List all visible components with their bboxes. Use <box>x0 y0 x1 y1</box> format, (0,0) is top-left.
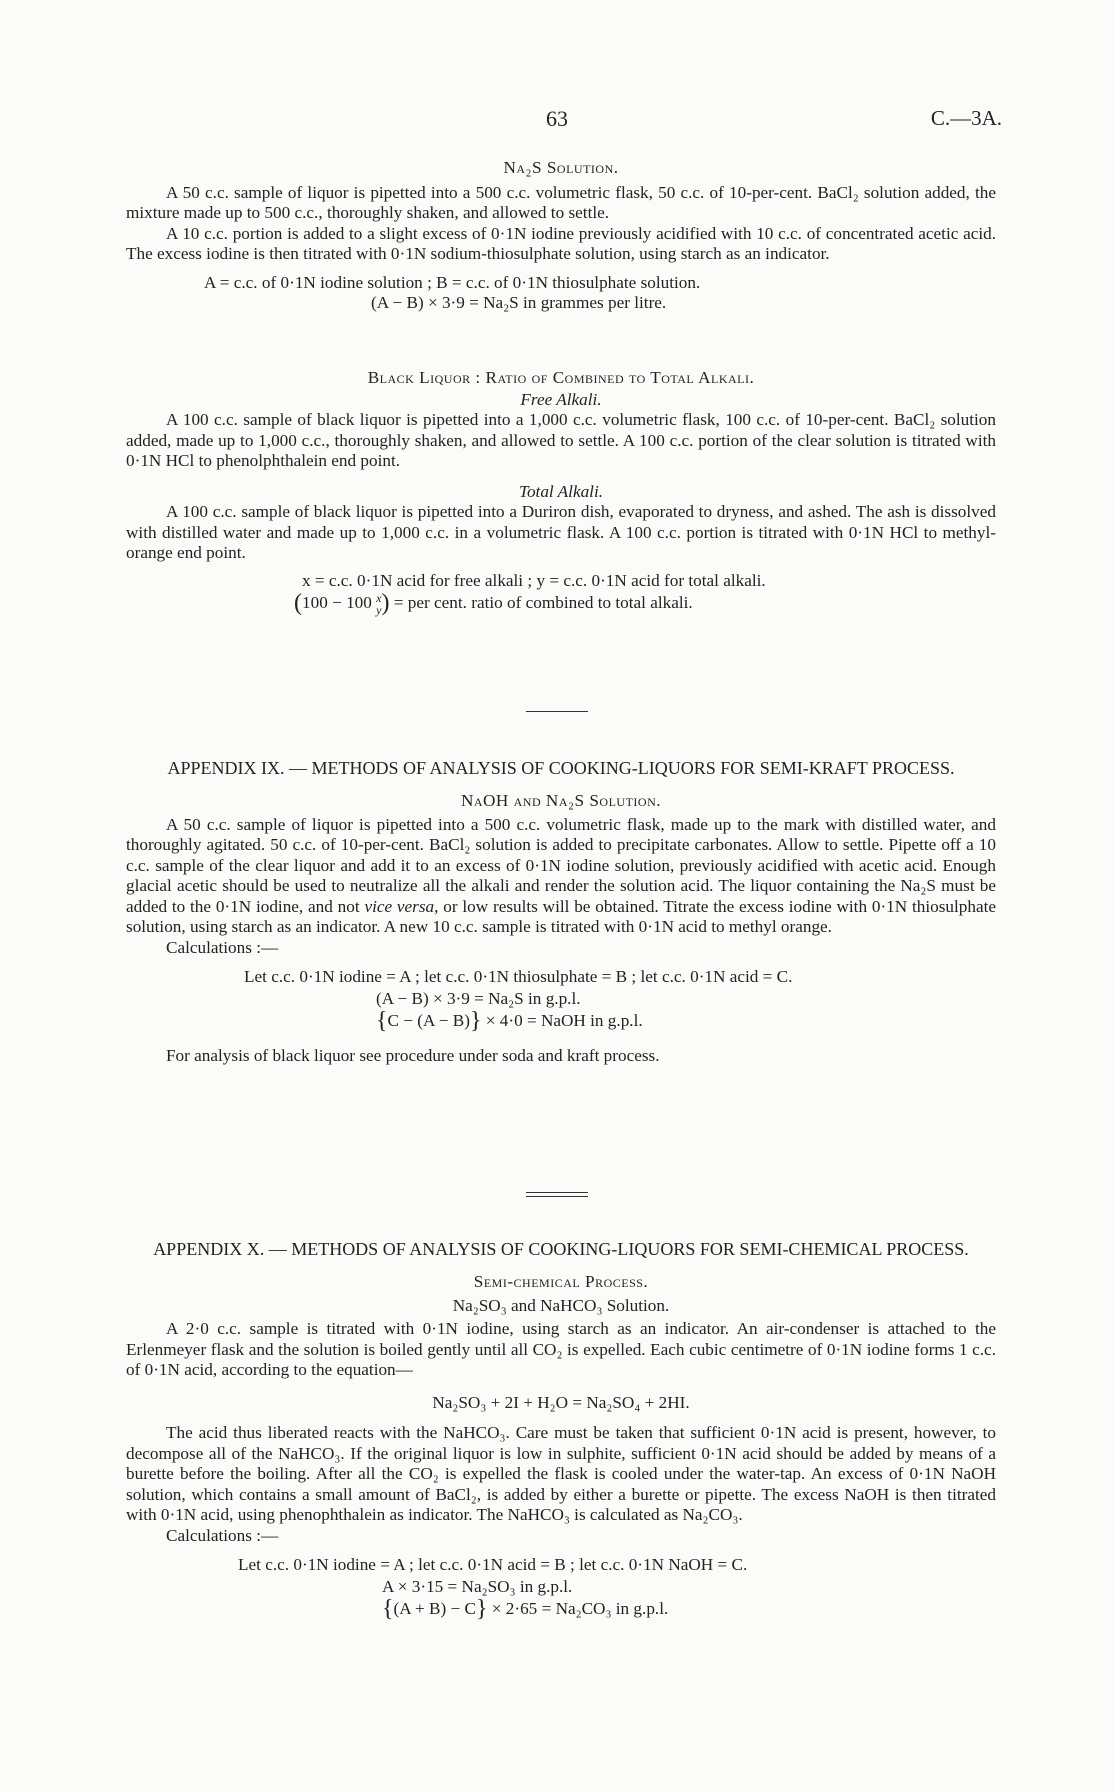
paragraph: A 50 c.c. sample of liquor is pipetted into a 500 c.c. volumetric flask, 50 c.c. of 10-per-cent. BaCl₂ solution added, the mixture made up to 500 c.c., thoroughly shaken, and allowed to settle. <box>126 182 996 222</box>
section-black-liquor <box>126 368 996 616</box>
fraction-denominator: y <box>376 602 382 617</box>
appendix-heading: APPENDIX X. — METHODS OF ANALYSIS OF COOKING-LIQUORS FOR SEMI-CHEMICAL PROCESS. <box>153 1239 969 1259</box>
section-title: NaOH and Na₂S Solution. <box>460 791 662 810</box>
divider-rule <box>0 711 1114 712</box>
text-span: A 50 c.c. sample of liquor is pipetted into a 500 c.c. volumetric flask, made up to the mark with distilled water, and thoroughly agitated. 50 c.c. of 10-per-cent. BaCl₂ solution is added to precipitate carbonates. Allow to settle. Pipette off a 10 c.c. sample of the clear liquor and add it to an excess of 0·1N iodine solution, previously acidified with acetic acid. Enough glacial acetic should be used to neutralize all the alkali and render the solution acid. The liquor containing the Na₂S must be added to the 0·1N iodine, and not <box>126 814 996 916</box>
paragraph: A 100 c.c. sample of black liquor is pipetted into a Duriron dish, evaporated to dryness, and ashed. The ash is dissolved with distilled water and made up to 1,000 c.c. in a volumetric flask. A 100 c.c. portion is titrated with 0·1N HCl to methyl-orange end point. <box>126 502 996 562</box>
formula-line: {(A + B) − C} × 2·65 = Na₂CO₃ in g.p.l. <box>382 1596 669 1622</box>
formula-line: (A − B) × 3·9 = Na₂S in grammes per litre. <box>371 293 667 312</box>
section-title: Black Liquor : Ratio of Combined to Total Alkali. <box>367 368 755 387</box>
paragraph: A 10 c.c. portion is added to a slight excess of 0·1N iodine previously acidified with 10 c.c. of concentrated acetic acid. The excess iodine is then titrated with 0·1N sodium-thiosulphate solution, using starch as an indicator. <box>126 223 996 263</box>
formula-line: (100 − 100 x y ) = per cent. ratio of combined to total alkali. <box>294 589 693 617</box>
appendix-x <box>126 1239 996 1620</box>
paragraph: For analysis of black liquor see procedure under soda and kraft process. <box>166 1046 660 1065</box>
subsection-title: Free Alkali. <box>520 389 602 409</box>
paragraph: The acid thus liberated reacts with the NaHCO₃. Care must be taken that sufficient 0·1N acid is present, however, to decompose all of the NaHCO₃. If the original liquor is low in sulphite, sufficient 0·1N acid should be added by means of a burette before the boiling. After all the CO₂ is expelled the flask is cooled under the water-tap. An excess of 0·1N NaOH solution, which contains a small amount of BaCl₂, is added by either a burette or pipette. The excess NaOH is then titrated with 0·1N acid, using phenophthalein as indicator. The NaHCO₃ is calculated as Na₂CO₃. <box>126 1423 996 1524</box>
calculations-label: Calculations :— <box>166 937 279 957</box>
calculations-label: Calculations :— <box>166 1525 279 1545</box>
formula-line: A = c.c. of 0·1N iodine solution ; B = c.c. of 0·1N thiosulphate solution. <box>204 272 701 292</box>
paragraph: A 2·0 c.c. sample is titrated with 0·1N iodine, using starch as an indicator. An air-condenser is attached to the Erlenmeyer flask and the solution is boiled gently until all CO₂ is expelled. Each cubic centimetre of 0·1N iodine forms 1 c.c. of 0·1N acid, according to the equation— <box>126 1319 996 1379</box>
section-title: Na₂S Solution. <box>503 158 619 177</box>
formula-part: × 4·0 = NaOH in g.p.l. <box>485 1011 643 1030</box>
appendix-ix <box>126 758 996 1067</box>
paragraph <box>126 815 996 938</box>
equation: Na₂SO₃ + 2I + H₂O = Na₂SO₄ + 2HI. <box>432 1392 690 1412</box>
formula-line: Let c.c. 0·1N iodine = A ; let c.c. 0·1N thiosulphate = B ; let c.c. 0·1N acid = C. <box>244 967 793 986</box>
formula-part: = per cent. ratio of combined to total alkali. <box>393 592 693 612</box>
formula-line: (A − B) × 3·9 = Na₂S in g.p.l. <box>376 989 581 1008</box>
paragraph: A 100 c.c. sample of black liquor is pipetted into a 1,000 c.c. volumetric flask, 100 c.c. of 10-per-cent. BaCl₂ solution added, made up to 1,000 c.c., thoroughly shaken, and allowed to settle. A 100 c.c. portion of the clear solution is titrated with 0·1N HCl to phenolphthalein end point. <box>126 410 996 470</box>
divider-rule-double <box>0 1192 1114 1197</box>
text-span: , or low results will be obtained. Titrate the excess iodine with 0·1N thiosulphate solution, using starch as an indicator. A new 10 c.c. sample is titrated with 0·1N acid to methyl orange. <box>126 896 997 936</box>
formula-part: 100 − 100 <box>302 592 372 612</box>
page-number: 63 <box>546 106 568 131</box>
section-title: Semi-chemical Process. <box>473 1272 649 1291</box>
section-na2s <box>126 158 996 314</box>
subsection-title: Total Alkali. <box>518 481 604 501</box>
formula-line: Let c.c. 0·1N iodine = A ; let c.c. 0·1N acid = B ; let c.c. 0·1N NaOH = C. <box>238 1555 748 1574</box>
formula-part: C − (A − B) <box>387 1011 470 1030</box>
formula-line: x = c.c. 0·1N acid for free alkali ; y = c.c. 0·1N acid for total alkali. <box>302 570 766 590</box>
formula-line: {C − (A − B)} × 4·0 = NaOH in g.p.l. <box>376 1008 643 1034</box>
document-reference: C.—3A. <box>930 106 1002 130</box>
formula-part: (A + B) − C <box>393 1599 476 1618</box>
fraction-numerator: x <box>376 590 382 605</box>
formula-line: A × 3·15 = Na₂SO₃ in g.p.l. <box>382 1577 573 1596</box>
subsection-title: Na₂SO₃ and NaHCO₃ Solution. <box>452 1295 670 1315</box>
formula-part: × 2·65 = Na₂CO₃ in g.p.l. <box>491 1599 669 1618</box>
italic-text: vice versa <box>364 896 435 916</box>
appendix-heading: APPENDIX IX. — METHODS OF ANALYSIS OF COOKING-LIQUORS FOR SEMI-KRAFT PROCESS. <box>167 758 955 778</box>
